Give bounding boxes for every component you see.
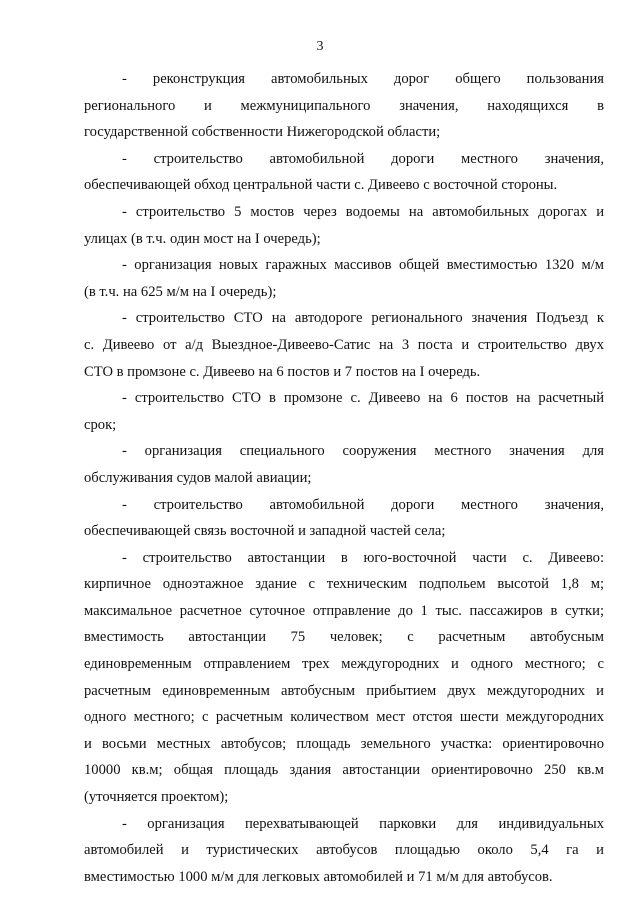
text-line: улицах (в т.ч. один мост на I очередь); xyxy=(84,230,321,247)
text-line: расчетным единовременным автобусным прибытием двух междугородних и xyxy=(84,682,604,699)
text-line: кирпичное одноэтажное здание с техническим подпольем высотой 1,8 м; xyxy=(84,576,604,593)
text-line: - строительство автомобильной дороги местного значения, xyxy=(122,496,604,513)
paragraph xyxy=(84,199,604,252)
text-line: - организация новых гаражных массивов общей вместимостью 1320 м/м xyxy=(122,257,604,274)
text-line: (уточняется проектом); xyxy=(84,789,229,806)
text-line: - строительство автостанции в юго-восточной части с. Дивеево: xyxy=(122,549,604,566)
text-line: регионального и межмуниципального значения, находящихся в xyxy=(84,97,604,114)
paragraph xyxy=(84,252,604,305)
text-line: вместимость автостанции 75 человек; с расчетным автобусным xyxy=(84,629,604,646)
text-line: - организация перехватывающей парковки для индивидуальных xyxy=(122,815,604,832)
text-line: единовременным отправлением трех междугородних и одного местного; с xyxy=(84,656,604,673)
text-line: и восьми местных автобусов; площадь земельного участка: ориентировочно xyxy=(84,735,604,752)
text-line: одного местного; с расчетным количеством мест отстоя шести междугородних xyxy=(84,709,604,726)
text-line: - строительство СТО в промзоне с. Дивеево на 6 постов на расчетный xyxy=(122,390,604,407)
text-line: - строительство СТО на автодороге регионального значения Подъезд к xyxy=(122,310,604,327)
text-line: вместимостью 1000 м/м для легковых автомобилей и 71 м/м для автобусов. xyxy=(84,868,553,885)
text-line: - организация специального сооружения местного значения для xyxy=(122,443,604,460)
text-line: обеспечивающей связь восточной и западной частей села; xyxy=(84,523,446,540)
text-line: (в т.ч. на 625 м/м на I очередь); xyxy=(84,283,277,300)
text-line: срок; xyxy=(84,416,117,433)
paragraph xyxy=(84,385,604,438)
text-line: СТО в промзоне с. Дивеево на 6 постов и 7 постов на I очередь. xyxy=(84,363,481,380)
paragraph xyxy=(84,146,604,199)
text-line: обслуживания судов малой авиации; xyxy=(84,469,312,486)
text-line: - реконструкция автомобильных дорог общего пользования xyxy=(122,71,604,87)
paragraph xyxy=(84,492,604,545)
paragraph xyxy=(84,811,604,891)
text-line: максимальное расчетное суточное отправление до 1 тыс. пассажиров в сутки; xyxy=(84,602,604,619)
text-line: - строительство 5 мостов через водоемы на автомобильных дорогах и xyxy=(122,203,604,220)
document-body xyxy=(84,66,604,890)
paragraph xyxy=(84,545,604,811)
text-line: обеспечивающей обход центральной части с. Дивеево с восточной стороны. xyxy=(84,177,558,194)
text-line: автомобилей и туристических автобусов площадью около 5,4 га и xyxy=(84,842,604,859)
paragraph xyxy=(84,66,604,146)
text-line: 10000 кв.м; общая площадь здания автостанции ориентировочно 250 кв.м xyxy=(84,762,604,779)
paragraph xyxy=(84,305,604,385)
paragraph xyxy=(84,438,604,491)
text-line: - строительство автомобильной дороги местного значения, xyxy=(122,150,604,167)
text-line: государственной собственности Нижегородской области; xyxy=(84,124,441,141)
text-line: с. Дивеево от а/д Выездное-Дивеево-Сатис на 3 поста и строительство двух xyxy=(84,336,604,353)
page-number: 3 xyxy=(316,39,324,54)
